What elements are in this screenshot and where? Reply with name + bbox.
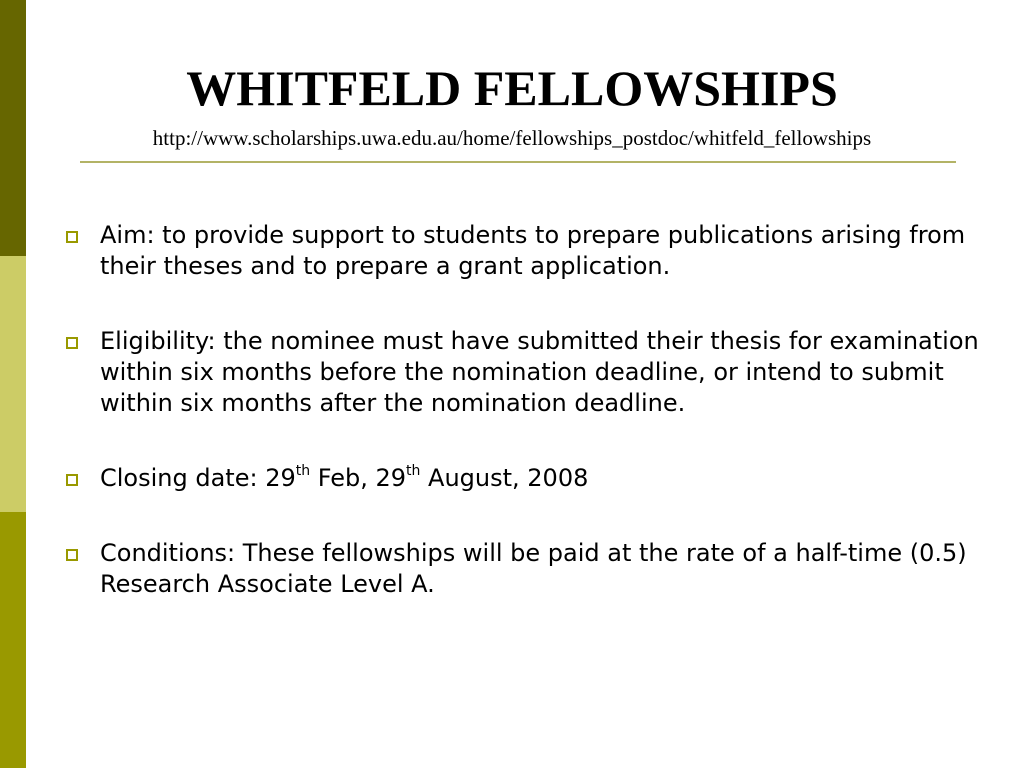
bullet-eligibility xyxy=(62,326,982,419)
closing-date-middle: Feb, 29 xyxy=(310,464,407,492)
hollow-square-bullet-icon xyxy=(66,231,78,243)
closing-date-prefix: Closing date: 29 xyxy=(100,464,296,492)
hollow-square-bullet-icon xyxy=(66,549,78,561)
closing-date-suffix: August, 2008 xyxy=(420,464,589,492)
bullet-eligibility-text: Eligibility: the nominee must have submitted their thesis for examination within six months before the nomination deadline, or intend to submit within six months after the nomination deadline. xyxy=(100,327,979,417)
slide-title: WHITFELD FELLOWSHIPS xyxy=(186,60,838,116)
bullet-conditions-text: Conditions: These fellowships will be paid at the rate of a half-time (0.5) Research Associate Level A. xyxy=(100,539,967,598)
hollow-square-bullet-icon xyxy=(66,474,78,486)
bullet-aim xyxy=(62,220,982,282)
title-divider xyxy=(80,161,956,163)
hollow-square-bullet-icon xyxy=(66,337,78,349)
bullet-closing-date xyxy=(62,463,982,494)
slide-url: http://www.scholarships.uwa.edu.au/home/fellowships_postdoc/whitfeld_fellowships xyxy=(152,126,872,150)
side-bar-dark xyxy=(0,0,26,256)
bullet-conditions xyxy=(62,538,982,600)
closing-date-sup-1: th xyxy=(295,463,311,479)
closing-date-sup-2: th xyxy=(406,463,421,479)
bullet-aim-text: Aim: to provide support to students to prepare publications arising from their theses and to prepare a grant application. xyxy=(100,221,966,280)
side-bar-light xyxy=(0,256,26,512)
side-bar-olive xyxy=(0,512,26,768)
bullet-list xyxy=(62,220,982,644)
